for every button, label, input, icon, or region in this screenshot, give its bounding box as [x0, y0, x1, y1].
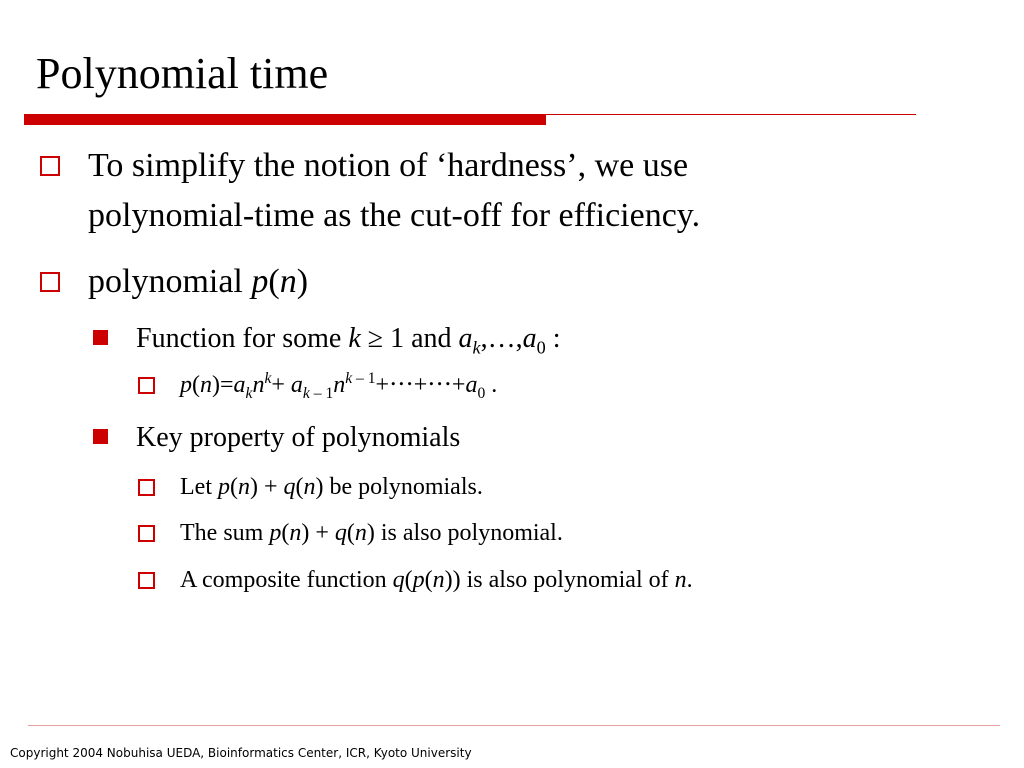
filled-square-icon [93, 330, 108, 345]
bullet-4-3-math2: n [674, 567, 687, 593]
bullet-4-2-prefix: The sum [180, 520, 270, 546]
bullet-4-3 [180, 565, 693, 595]
bullet-4-2-suffix: is also polynomial. [374, 520, 563, 546]
bullet-4-3-suffix: is also polynomial of [460, 567, 675, 593]
bullet-4-1 [180, 472, 483, 502]
hollow-square-icon [40, 156, 60, 176]
bullet-1-line-2: polynomial-time as the cut-off for efficiency. [88, 197, 701, 234]
hollow-square-icon [138, 479, 155, 496]
hollow-square-icon [138, 377, 155, 394]
title-underline-thin [546, 114, 916, 115]
hollow-square-icon [40, 272, 60, 292]
hollow-square-icon [138, 572, 155, 589]
bullet-1-line-1: To simplify the notion of ‘hardness’, we use [88, 147, 689, 184]
bullet-3-math: k ≥ 1 and $a_k,\dots,a_0$ : [348, 323, 561, 358]
bullet-2-math: p(n) [251, 263, 309, 300]
bullet-4-3-math: q(p(n)) [392, 567, 461, 593]
bullet-2-text: polynomial [88, 263, 252, 300]
footer-copyright: Copyright 2004 Nobuhisa UEDA, Bioinformatics Center, ICR, Kyoto University [10, 746, 472, 760]
bullet-4-2-math: p(n) + q(n) [269, 520, 375, 546]
bullet-3-text: Function for some [136, 323, 349, 354]
footer-divider [28, 725, 1000, 726]
bullet-4-1-prefix: Let [180, 474, 218, 500]
hollow-square-icon [138, 525, 155, 542]
bullet-4-2 [180, 518, 563, 548]
bullet-3-1-formula: $p(n)=a_kn^k+ a_{k - 1}n^{k - 1}+\cdot\cdot\cdot+\cdot\cdot\cdot+a_0$ . [180, 370, 498, 402]
bullet-4-1-math: p(n) + q(n) [217, 474, 324, 500]
bullet-3 [136, 322, 561, 356]
bullet-4: Key property of polynomials [136, 422, 461, 453]
bullet-4-1-suffix: be polynomials. [323, 474, 483, 500]
title-underline-thick [24, 114, 546, 125]
bullet-2 [88, 262, 308, 302]
slide-title: Polynomial time [36, 49, 329, 98]
bullet-4-3-suffix2: . [686, 567, 693, 593]
filled-square-icon [93, 429, 108, 444]
bullet-4-3-prefix: A composite function [180, 567, 393, 593]
